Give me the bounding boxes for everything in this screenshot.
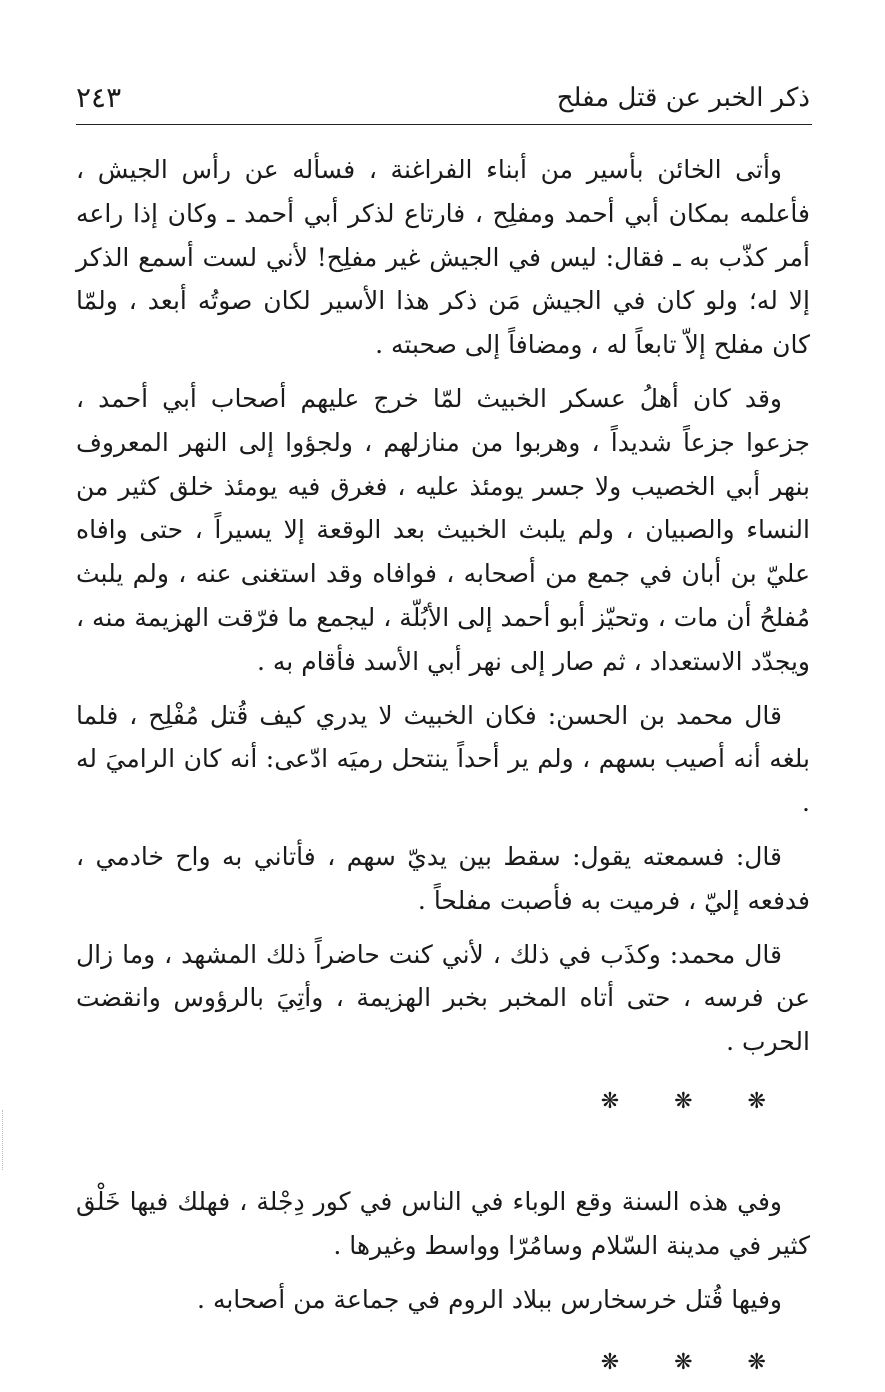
paragraph-7: وفيها قُتل خرسخارس ببلاد الروم في جماعة من أصحابه . <box>197 1284 782 1314</box>
header-rule <box>76 124 812 125</box>
paragraph-1: وأتى الخائن بأسير من أبناء الفراغنة ، فسأله عن رأس الجيش ، فأعلمه بمكان أبي أحمد ومفلِح ، فارتاع لذكر أبي أحمد ـ وكان إذا راعه أمر كذّب به ـ فقال: ليس في الجيش غير مفلِح! لأني لست أسمع الذكر إلا له؛ ولو كان في الجيش مَن ذكر هذا الأسير لكان صوتُه أبعد ، ولمّا كان مفلح إلاّ تابعاً له ، ومضافاً إلى صحبته . <box>76 155 810 360</box>
running-title: ذكر الخبر عن قتل مفلح <box>556 83 810 113</box>
section-separator: ❋ ❋ ❋ <box>600 1088 790 1114</box>
paragraph-3: قال محمد بن الحسن: فكان الخبيث لا يدري كيف قُتل مُفْلِح ، فلما بلغه أنه أصيب بسهم ، ولم ير أحداً ينتحل رميَه ادّعى: أنه كان الراميَ له . <box>76 700 810 818</box>
paragraph-6: وفي هذه السنة وقع الوباء في الناس في كور دِجْلة ، فهلك فيها خَلْق كثير في مدينة السّلام وسامُرّا وواسط وغيرها . <box>76 1186 810 1260</box>
page-edge-mark <box>2 1110 4 1170</box>
paragraph-4: قال: فسمعته يقول: سقط بين يديّ سهم ، فأتاني به واح خادمي ، فدفعه إليّ ، فرميت به فأصبت مفلحاً . <box>76 841 810 915</box>
paragraph-2: وقد كان أهلُ عسكر الخبيث لمّا خرج عليهم أصحاب أبي أحمد ، جزعوا جزعاً شديداً ، وهربوا من منازلهم ، ولجؤوا إلى النهر المعروف بنهر أبي الخصيب ولا جسر يومئذ عليه ، فغرق فيه يومئذ خلق كثير من النساء والصبيان ، ولم يلبث الخبيث بعد الوقعة إلا يسيراً ، حتى وافاه عليّ بن أبان في جمع من أصحابه ، فوافاه وقد استغنى عنه ، ولم يلبث مُفلحُ أن مات ، وتحيّز أبو أحمد إلى الأبُلّة ، ليجمع ما فرّقت الهزيمة منه ، ويجدّد الاستعداد ، ثم صار إلى نهر أبي الأسد فأقام به . <box>76 383 811 676</box>
section-separator-end: ❋ ❋ ❋ <box>600 1350 790 1376</box>
paragraph-5: قال محمد: وكذَب في ذلك ، لأني كنت حاضراً ذلك المشهد ، وما زال عن فرسه ، حتى أتاه المخبر بخبر الهزيمة ، وأتِيَ بالرؤوس وانقضت الحرب . <box>76 939 810 1057</box>
page-number: ٢٤٣ <box>76 81 122 114</box>
body-text <box>76 148 810 1383</box>
page-header <box>76 78 810 122</box>
